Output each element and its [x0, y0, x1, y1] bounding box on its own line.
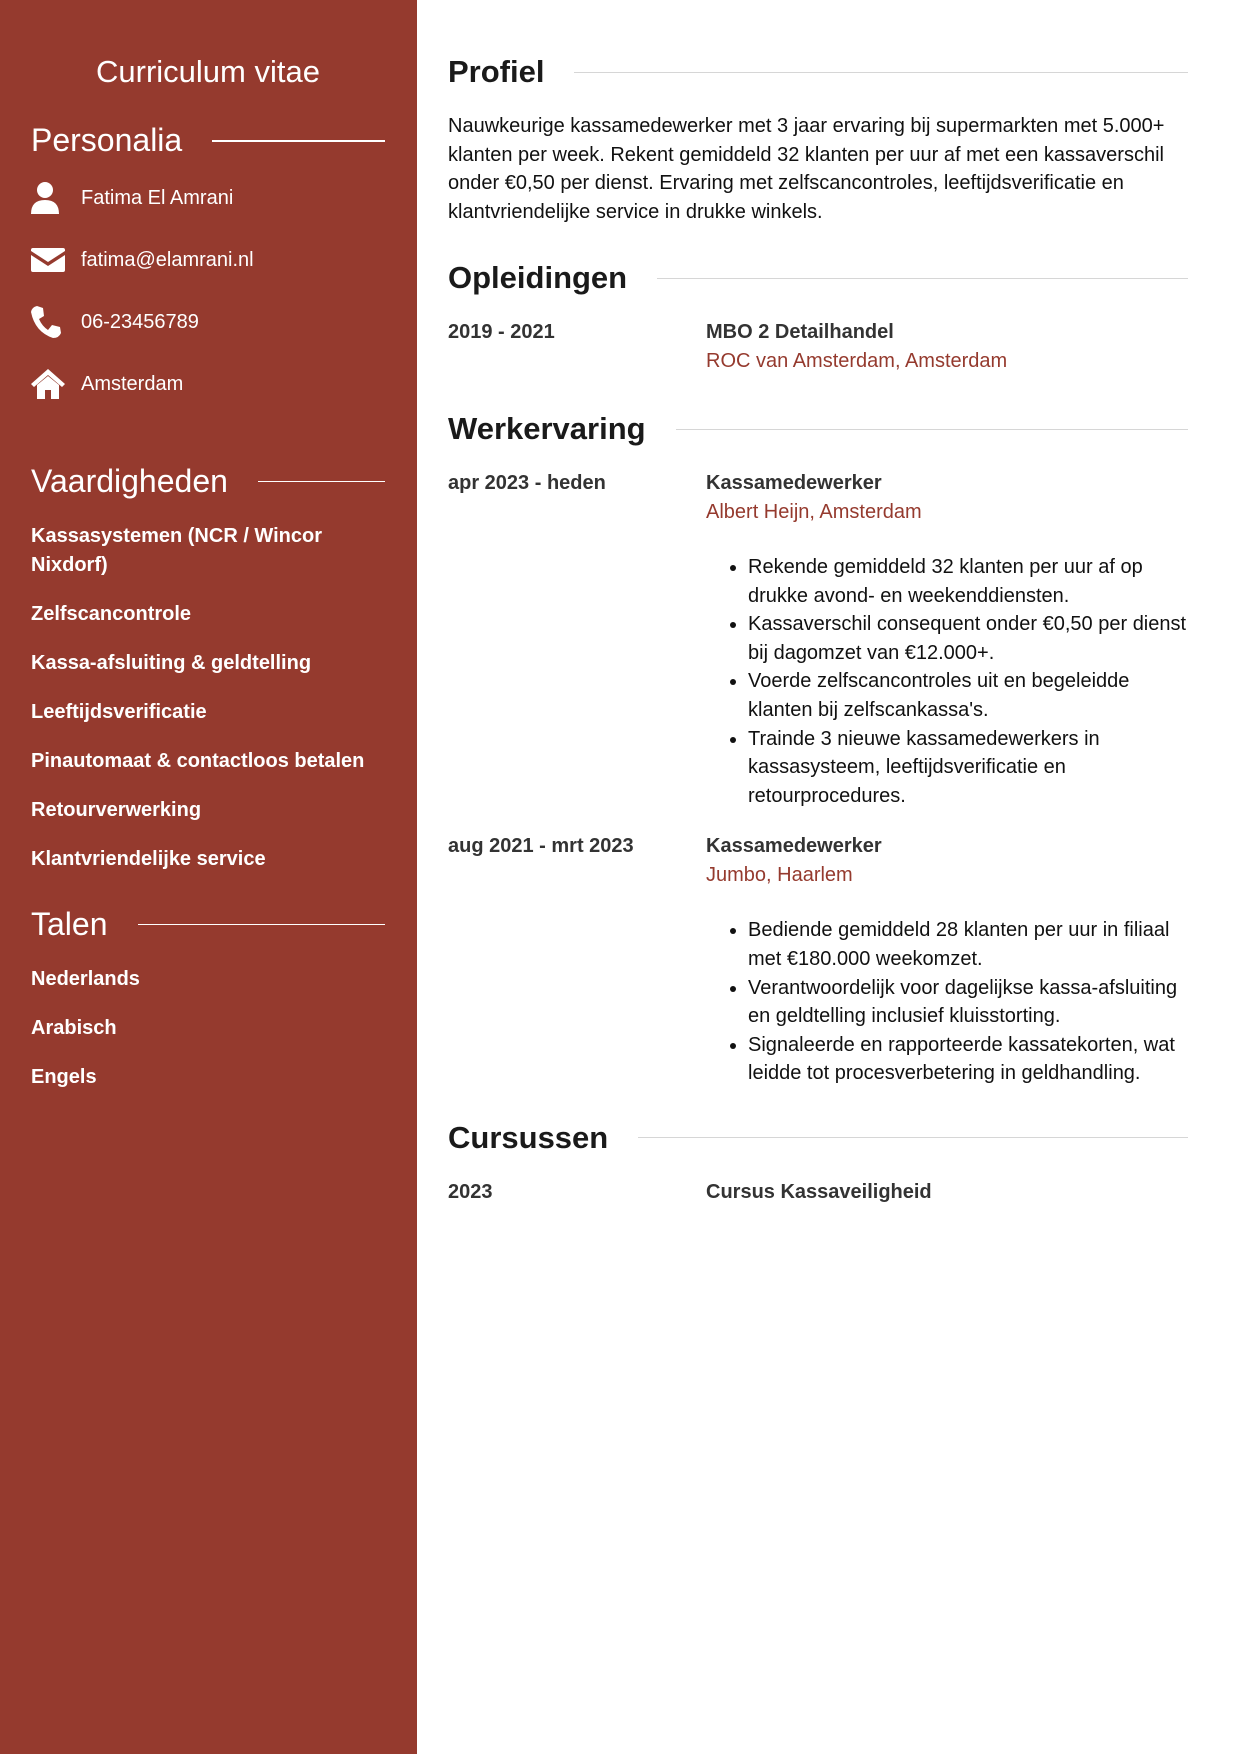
contact-location	[31, 353, 385, 415]
profile-text: Nauwkeurige kassamedewerker met 3 jaar ervaring bij supermarkten met 5.000+ klanten per week. Rekent gemiddeld 32 klanten per uur af met een kassaverschil onder €0,50 per dienst. Ervaring met zelfscancontroles, leeftijdsverificatie en klantvriendelijke service in drukke winkels.	[448, 115, 1165, 223]
entry-date: 2019 - 2021	[448, 321, 555, 343]
courses-heading-label: Cursussen	[448, 1119, 609, 1155]
language-item: Engels	[31, 1066, 97, 1088]
language-item: Nederlands	[31, 968, 140, 990]
courses-heading	[448, 1120, 1188, 1156]
main-content	[448, 0, 1188, 1207]
education-heading-label: Opleidingen	[448, 260, 628, 295]
experience-heading-label: Werkervaring	[448, 411, 646, 446]
language-item: Arabisch	[31, 1017, 117, 1039]
skills-heading	[31, 463, 385, 500]
bullet-item: • Voerde zelfscancontroles uit en begeleidde klanten bij zelfscankassa's.	[748, 667, 1188, 724]
contact-phone-text: 06-23456789	[81, 310, 199, 333]
skill-item: Kassa-afsluiting & geldtelling	[31, 652, 312, 674]
heading-rule	[638, 1137, 1188, 1138]
languages-heading-label: Talen	[31, 906, 108, 942]
profile-heading-label: Profiel	[448, 54, 545, 89]
skills-list	[31, 522, 385, 874]
languages-list	[31, 965, 385, 1092]
skill-item: Kassasystemen (NCR / Wincor Nixdorf)	[31, 525, 323, 576]
entry-org: Albert Heijn, Amsterdam	[706, 501, 922, 523]
education-entry	[448, 318, 1188, 376]
bullet-item: • Bediende gemiddeld 28 klanten per uur in filiaal met €180.000 weekomzet.	[748, 916, 1188, 973]
contact-name	[31, 167, 385, 229]
education-section	[448, 260, 1188, 376]
entry-title: Kassamedewerker	[706, 472, 882, 494]
heading-rule	[574, 72, 1188, 73]
skill-item: Zelfscancontrole	[31, 603, 192, 625]
bullet-item: • Signaleerde en rapporteerde kassatekorten, wat leidde tot procesverbetering in geldhandling.	[748, 1031, 1188, 1088]
skill-item: Retourverwerking	[31, 799, 202, 821]
entry-body	[706, 1178, 1188, 1207]
envelope-icon	[31, 248, 81, 272]
entry-body	[706, 318, 1188, 376]
entry-title: MBO 2 Detailhandel	[706, 321, 894, 343]
experience-section	[448, 411, 1188, 1088]
heading-rule	[138, 924, 386, 925]
sidebar	[0, 0, 417, 1754]
experience-entry	[448, 469, 1188, 810]
contact-location-text: Amsterdam	[81, 372, 184, 395]
course-entry	[448, 1178, 1188, 1207]
entry-org: ROC van Amsterdam, Amsterdam	[706, 350, 1008, 372]
experience-heading	[448, 411, 1188, 447]
bullet-item: • Trainde 3 nieuwe kassamedewerkers in kassasysteem, leeftijdsverificatie en retourprocedures.	[748, 725, 1188, 811]
languages-heading	[31, 906, 385, 943]
heading-rule	[212, 140, 385, 142]
bullet-item: • Rekende gemiddeld 32 klanten per uur af op drukke avond- en weekenddiensten.	[748, 553, 1188, 610]
personalia-heading-label: Personalia	[31, 122, 183, 158]
skill-item: Pinautomaat & contactloos betalen	[31, 750, 365, 772]
education-heading	[448, 260, 1188, 296]
contact-email-text: fatima@elamrani.nl	[81, 248, 254, 271]
contact-name-text: Fatima El Amrani	[81, 186, 234, 209]
entry-date: aug 2021 - mrt 2023	[448, 835, 634, 858]
entry-date: 2023	[448, 1180, 493, 1203]
experience-entry	[448, 832, 1188, 1088]
heading-rule	[657, 278, 1188, 279]
courses-section	[448, 1120, 1188, 1207]
home-icon	[31, 369, 81, 399]
profile-heading	[448, 54, 1188, 90]
entry-body	[706, 469, 1188, 810]
skill-item: Leeftijdsverificatie	[31, 701, 207, 723]
skills-heading-label: Vaardigheden	[31, 463, 228, 499]
profile-section	[448, 0, 1188, 226]
entry-bullets	[706, 553, 1188, 810]
heading-rule	[676, 429, 1188, 430]
entry-body	[706, 832, 1188, 1088]
contact-email[interactable]	[31, 229, 385, 291]
entry-title: Kassamedewerker	[706, 835, 882, 858]
entry-date: apr 2023 - heden	[448, 472, 606, 494]
entry-org: Jumbo, Haarlem	[706, 864, 853, 887]
contact-list	[31, 167, 385, 415]
personalia-heading	[31, 122, 385, 159]
bullet-item: • Verantwoordelijk voor dagelijkse kassa-afsluiting en geldtelling inclusief kluisstorting.	[748, 974, 1188, 1031]
user-icon	[31, 182, 81, 214]
skill-item: Klantvriendelijke service	[31, 848, 266, 870]
heading-rule	[258, 481, 385, 482]
cv-title: Curriculum vitae	[96, 54, 320, 89]
entry-title: Cursus Kassaveiligheid	[706, 1180, 932, 1203]
bullet-item: • Kassaverschil consequent onder €0,50 per dienst bij dagomzet van €12.000+.	[748, 610, 1188, 667]
phone-icon	[31, 306, 81, 338]
entry-bullets	[706, 916, 1188, 1088]
contact-phone[interactable]	[31, 291, 385, 353]
